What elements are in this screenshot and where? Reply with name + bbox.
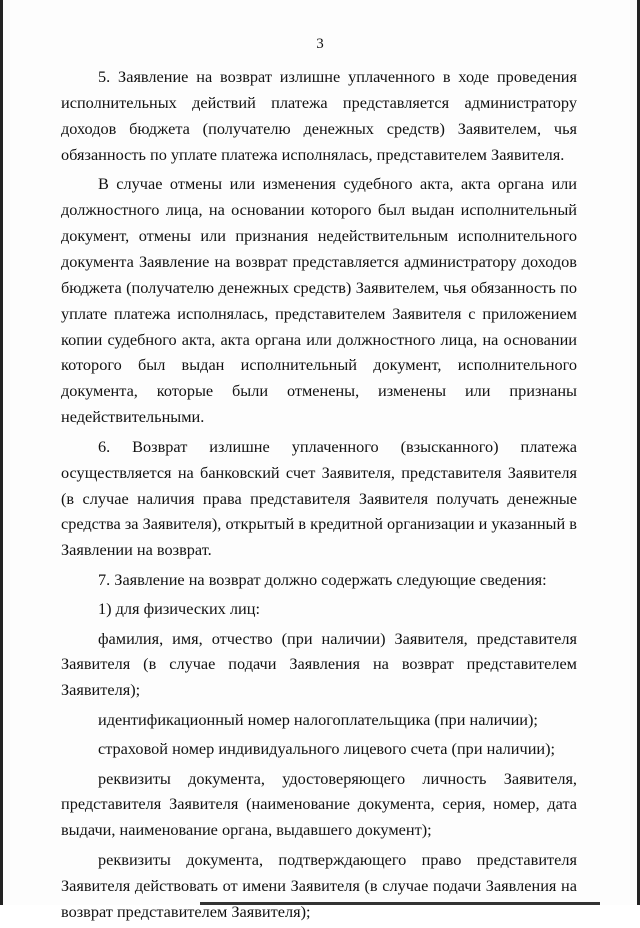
- document-body: [61, 64, 577, 928]
- paragraph-7-individuals: 1) для физических лиц:: [98, 599, 260, 619]
- paragraph-5-cancellation: В случае отмены или изменения судебного акта, акта органа или должностного лица, на основании которого был выдан исполнительный документ, отмены или признания недействительным исполнительного документа Заявление на возврат представляется администратору доходов бюджета (получателю денежных средств) Заявителем, чья обязанность по уплате платежа исполнялась, представителем Заявителя с приложением копии судебного акта, акта органа или должностного лица, на основании которого был выдан исполнительный документ, исполнительного документа, которые были отменены, изменены или признаны недействительными.: [61, 174, 577, 427]
- paragraph-7-identity-document: реквизиты документа, удостоверяющего личность Заявителя, представителя Заявителя (наименование документа, серия, номер, дата выдачи, наименование органа, выдавшего документ);: [61, 768, 577, 840]
- paragraph-7-inn: идентификационный номер налогоплательщика (при наличии);: [98, 709, 538, 729]
- paragraph-7-authority-document: реквизиты документа, подтверждающего право представителя Заявителя действовать от имени Заявителя (в случае подачи Заявления на возврат представителем Заявителя);: [61, 849, 577, 921]
- scan-edge-left: [0, 0, 3, 905]
- paragraph-7-snils: страховой номер индивидуального лицевого счета (при наличии);: [98, 739, 556, 759]
- paragraph-6: 6. Возврат излишне уплаченного (взысканного) платежа осуществляется на банковский счет Заявителя, представителя Заявителя (в случае наличия права представителя Заявителя получать денежные средства за Заявителя), открытый в кредитной организации и указанный в Заявлении на возврат.: [61, 436, 577, 560]
- page-number: 3: [316, 36, 324, 52]
- paragraph-7-full-name: фамилия, имя, отчество (при наличии) Заявителя, представителя Заявителя (в случае подачи Заявления на возврат представителем Заявителя);: [61, 628, 577, 700]
- paragraph-7: 7. Заявление на возврат должно содержать следующие сведения:: [98, 569, 547, 589]
- paragraph-5: 5. Заявление на возврат излишне уплаченного в ходе проведения исполнительных действий платежа представляется администратору доходов бюджета (получателю денежных средств) Заявителем, чья обязанность по уплате платежа исполнялась, представителем Заявителя.: [61, 67, 577, 164]
